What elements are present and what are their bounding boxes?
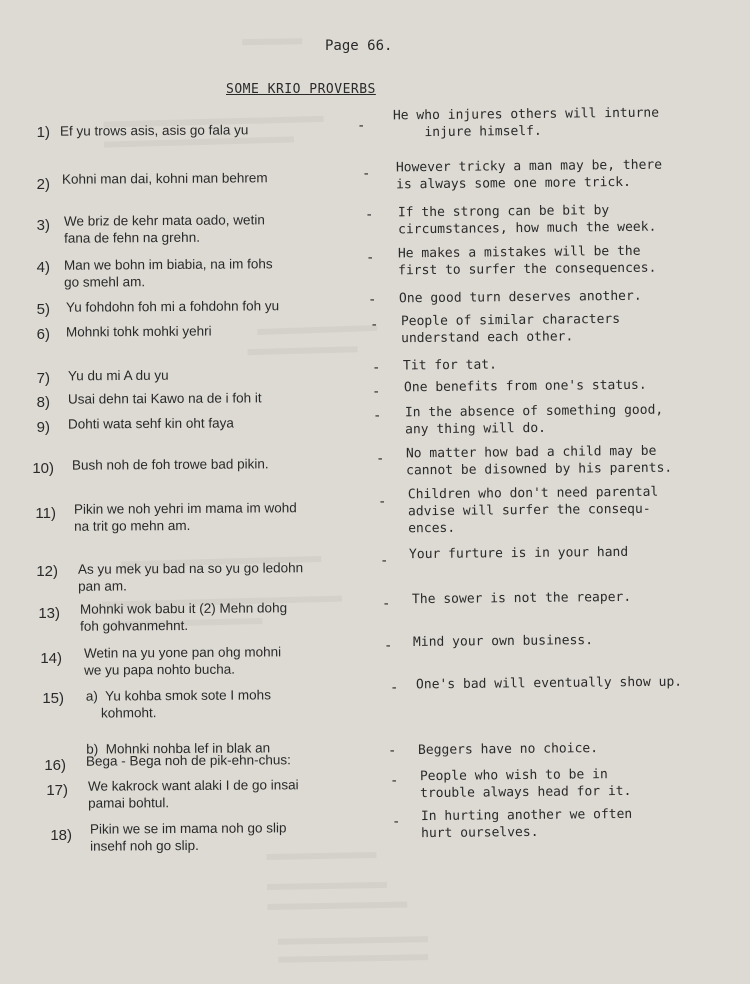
separator-dash: - <box>390 680 399 696</box>
krio-line: Man we bohn im biabia, na im fohs <box>63 256 273 273</box>
proverb-number: 2) <box>36 176 50 193</box>
proverb-number: 4) <box>36 259 50 276</box>
english-line: ences. <box>408 520 456 537</box>
proverb-krio <box>64 255 273 290</box>
krio-line: insehf noh go slip. <box>90 837 199 854</box>
english-line: Mind your own business. <box>412 633 594 650</box>
proverb-krio <box>60 121 248 139</box>
proverb-english <box>409 544 628 563</box>
proverb-krio <box>74 499 297 535</box>
english-line: trouble always head for it. <box>420 783 632 802</box>
krio-line: Wetin na yu yone pan ohg mohni <box>83 644 282 661</box>
separator-dash: - <box>368 292 377 308</box>
separator-dash: - <box>362 166 371 182</box>
english-line: any thing will do. <box>405 420 547 438</box>
english-line: The sower is not the reaper. <box>411 589 632 608</box>
proverb-number: 17) <box>46 782 68 799</box>
krio-line: fana de fehn na grehn. <box>64 229 200 246</box>
proverb-krio <box>66 297 279 315</box>
english-line: One benefits from one's status. <box>403 377 647 396</box>
proverb-english <box>398 243 657 280</box>
english-line: However tricky a man may be, there <box>395 157 663 176</box>
proverb-english <box>413 632 593 651</box>
krio-line: na trit go mehn am. <box>74 517 191 534</box>
proverb-english <box>406 443 672 480</box>
proverb-number: 13) <box>38 605 60 622</box>
proverb-english <box>416 674 682 694</box>
krio-line: Mohnki tohk mohki yehri <box>65 323 212 340</box>
english-line: circumstances, how much the week. <box>398 219 657 238</box>
proverb-number: 11) <box>35 505 56 522</box>
english-line: People of similar characters <box>400 311 621 330</box>
proverb-number: 7) <box>36 370 50 387</box>
krio-line: Pikin we se im mama noh go slip <box>89 820 287 837</box>
separator-dash: - <box>380 553 389 569</box>
krio-line: foh gohvanmehnt. <box>80 617 189 634</box>
krio-line: Ef yu trows asis, asis go fala yu <box>59 122 249 139</box>
proverb-number: 10) <box>32 460 54 477</box>
separator-dash: - <box>370 317 379 333</box>
proverb-krio <box>62 169 268 187</box>
english-line: Your furture is in your hand <box>408 544 629 563</box>
proverb-krio <box>64 211 265 246</box>
proverb-number: 5) <box>36 301 50 318</box>
proverb-krio <box>80 599 287 634</box>
english-line: In hurting another we often <box>420 806 633 825</box>
proverb-english <box>408 484 659 538</box>
krio-line: we yu papa nohto bucha. <box>84 661 235 678</box>
separator-dash: - <box>382 596 391 612</box>
proverb-english <box>420 766 632 802</box>
krio-line: Kohni man dai, kohni man behrem <box>61 170 268 187</box>
proverb-krio <box>68 367 169 385</box>
english-line: No matter how bad a child may be <box>405 443 657 462</box>
proverb-number: 14) <box>40 650 62 667</box>
separator-dash: - <box>366 250 375 266</box>
english-line: cannot be disowned by his parents. <box>406 460 673 479</box>
krio-line: b) Mohnki nohba lef in blak an <box>86 740 271 757</box>
separator-dash: - <box>378 494 387 510</box>
separator-dash: - <box>365 207 374 223</box>
proverb-english <box>396 157 662 194</box>
english-line: is always some one more trick. <box>396 174 631 193</box>
proverb-number: 12) <box>36 563 58 580</box>
english-line: Tit for tat. <box>402 357 497 374</box>
proverb-krio <box>78 559 303 595</box>
krio-line: Yu du mi A du yu <box>67 367 169 384</box>
krio-line <box>86 720 271 740</box>
english-line: In the absence of something good, <box>404 402 664 421</box>
english-line: advise will surfer the consequ- <box>407 501 651 520</box>
proverb-english <box>393 105 659 142</box>
proverb-english <box>412 589 631 608</box>
english-line: Children who don't need parental <box>407 484 659 503</box>
proverb-english <box>421 806 633 842</box>
proverb-krio <box>68 389 262 407</box>
separator-dash: - <box>390 773 399 789</box>
proverb-english <box>404 377 647 397</box>
english-line: If the strong can be bit by <box>397 203 610 221</box>
krio-line: Bega - Bega noh de pik-ehn-chus: <box>85 752 291 769</box>
english-line: injure himself. <box>393 123 542 141</box>
proverb-english <box>399 288 642 308</box>
separator-dash: - <box>372 384 381 400</box>
krio-line: Dohti wata sehf kin oht faya <box>67 415 234 432</box>
separator-dash: - <box>388 743 397 759</box>
proverb-english <box>418 740 598 759</box>
krio-line: kohmoht. <box>85 705 157 721</box>
proverb-english <box>398 202 657 239</box>
proverb-english <box>403 357 497 375</box>
proverb-number: 8) <box>36 394 50 411</box>
proverb-krio <box>66 322 212 340</box>
english-line: Beggers have no choice. <box>417 741 599 758</box>
proverb-krio <box>90 819 287 854</box>
krio-line: pan am. <box>78 578 127 594</box>
english-line: One good turn deserves another. <box>398 288 642 307</box>
proverb-number: 1) <box>36 124 50 141</box>
krio-line: We briz de kehr mata oado, wetin <box>63 212 265 229</box>
proverb-number: 15) <box>42 690 64 707</box>
krio-line: Pikin we noh yehri im mama im wohd <box>73 500 297 517</box>
krio-line: Usai dehn tai Kawo na de i foh it <box>67 390 262 407</box>
english-line: People who wish to be in <box>419 767 608 785</box>
krio-line: We kakrock want alaki I de go insai <box>87 777 299 794</box>
english-line: hurt ourselves. <box>421 824 539 842</box>
english-line: understand each other. <box>401 329 574 347</box>
krio-line: Mohnki wok babu it (2) Mehn dohg <box>79 600 288 617</box>
english-line: first to surfer the consequences. <box>398 260 657 279</box>
page-number: Page 66. <box>325 38 393 54</box>
proverb-number: 9) <box>36 419 50 436</box>
krio-line: go smehl am. <box>64 274 146 290</box>
krio-line: As yu mek yu bad na so yu go ledohn <box>77 560 304 577</box>
english-line: One's bad will eventually show up. <box>415 674 683 693</box>
proverb-krio <box>68 414 234 432</box>
proverb-number: 16) <box>44 757 66 774</box>
proverb-english <box>401 311 621 347</box>
separator-dash: - <box>357 118 366 134</box>
separator-dash: - <box>372 360 381 376</box>
krio-line: a) Yu kohba smok sote I mohs <box>85 687 271 704</box>
english-line: He makes a mistakes will be the <box>397 243 641 262</box>
separator-dash: - <box>392 814 401 830</box>
separator-dash: - <box>376 451 385 467</box>
proverb-number: 18) <box>50 827 72 844</box>
krio-line: pamai bohtul. <box>88 795 170 811</box>
proverb-english <box>405 402 664 439</box>
proverb-number: 6) <box>36 326 50 343</box>
proverb-krio <box>86 686 272 757</box>
proverb-krio <box>84 643 281 678</box>
separator-dash: - <box>373 408 382 424</box>
proverb-krio <box>88 776 299 811</box>
english-line: He who injures others will inturne <box>392 105 660 124</box>
page-title: SOME KRIO PROVERBS <box>226 82 376 97</box>
separator-dash: - <box>384 638 393 654</box>
proverb-krio <box>86 751 291 769</box>
proverb-krio <box>72 455 269 473</box>
krio-line: Bush noh de foh trowe bad pikin. <box>71 456 269 473</box>
krio-line: Yu fohdohn foh mi a fohdohn foh yu <box>65 298 280 315</box>
proverb-number: 3) <box>36 217 50 234</box>
